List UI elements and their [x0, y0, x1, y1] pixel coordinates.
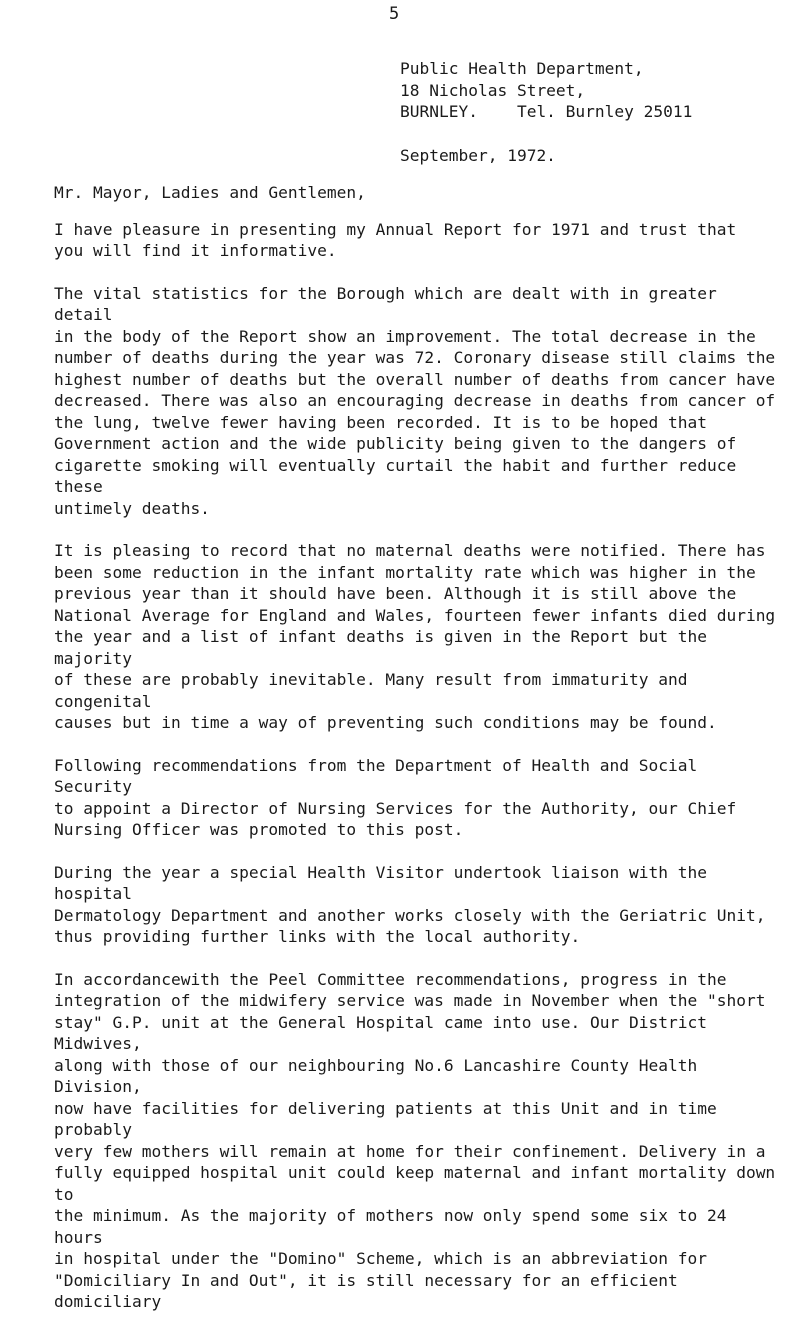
letter-body — [54, 182, 782, 1334]
paragraph-nursing-services: Following recommendations from the Department of Health and Social Security to appoint a Director of Nursing Services for the Authority, our Chief Nursing Officer was promoted to this post. — [54, 755, 737, 839]
letterhead-town-phone: BURNLEY. Tel. Burnley 25011 — [400, 102, 693, 121]
letterhead-address — [400, 58, 780, 123]
letterhead-department: Public Health Department, — [400, 59, 644, 78]
letter-date: September, 1972. — [400, 146, 556, 165]
salutation: Mr. Mayor, Ladies and Gentlemen, — [54, 183, 366, 202]
paragraph-health-visitor: During the year a special Health Visitor undertook liaison with the hospital Dermatology Department and another works closely with the Geriatric Unit, thus providing further links with the local authority. — [54, 862, 766, 946]
page-number: 5 — [389, 4, 400, 24]
letterhead-street: 18 Nicholas Street, — [400, 80, 586, 100]
paragraph-maternal-infant-deaths: It is pleasing to record that no maternal deaths were notified. There has been some reduction in the infant mortality rate which was higher in the previous year than it should have been. Although it is still above the National Average for England and Wales, fourteen fewer infants died during the year and a list of infant deaths is given in the Report but the majority of these are probably inevitable. Many result from immaturity and congenital causes but in time a way of preventing such conditions may be found. — [54, 541, 776, 732]
paragraph-vital-statistics: The vital statistics for the Borough which are dealt with in greater detail in the body of the Report show an improvement. The total decrease in the number of deaths during the year was 72. Coronary disease still claims the highest number of deaths but the overall number of deaths from cancer have decreased. There was also an encouraging decrease in deaths from cancer of the lung, twelve fewer having been recorded. It is to be hoped that Government action and the wide publicity being given to the dangers of cigarette smoking will eventually curtail the habit and further reduce these untimely deaths. — [54, 283, 776, 518]
paragraph-introduction: I have pleasure in presenting my Annual Report for 1971 and trust that you will find it informative. — [54, 219, 737, 260]
paragraph-midwifery-integration: In accordancewith the Peel Committee recommendations, progress in the integration of the midwifery service was made in November when the "short stay" G.P. unit at the General Hospital came into use. Our District Midwives, along with those of our neighbouring No.6 Lancashire County Health Division, now have facilities for delivering patients at this Unit and in time probably very few mothers will remain at home for their confinement. Delivery in a fully equipped hospital unit could keep maternal and infant mortality down to the minimum. As the majority of mothers now only spend some six to 24 hours in hospital under the "Domino" Scheme, which is an abbreviation for "Domiciliary In and Out", it is still necessary for an efficient domiciliary — [54, 969, 776, 1311]
